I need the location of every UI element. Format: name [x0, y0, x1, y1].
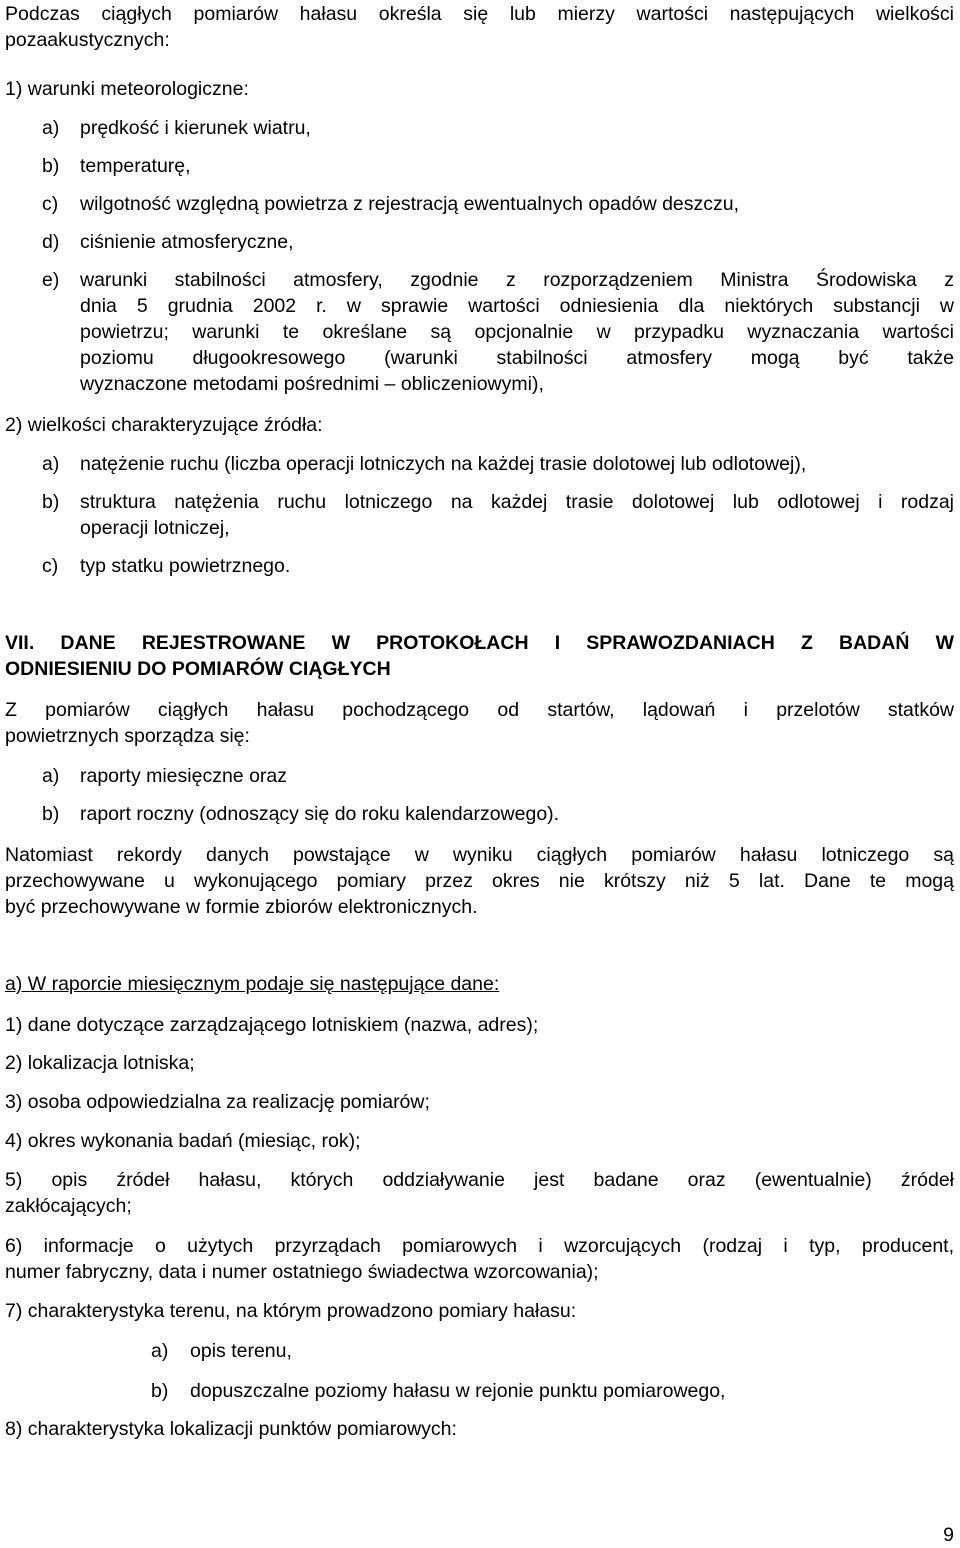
list-item-text: ciśnienie atmosferyczne,: [80, 231, 294, 253]
page-number: 9: [943, 1524, 954, 1546]
list-item-label: b): [42, 491, 60, 513]
intro-line-1: Podczas ciągłych pomiarów hałasu określa się lub mierzy wartości następujących wielkości: [5, 3, 954, 25]
list-item-line: struktura natężenia ruchu lotniczego na każdej trasie dolotowej lub odlotowej i rodzaj: [80, 491, 954, 513]
subsection-title: a) W raporcie miesięcznym podaje się następujące dane:: [5, 973, 500, 995]
list-item-label: b): [151, 1380, 169, 1402]
list-item-label: c): [42, 193, 59, 215]
paragraph-line: Natomiast rekordy danych powstające w wyniku ciągłych pomiarów hałasu lotniczego są: [5, 844, 954, 866]
paragraph-line: powietrznych sporządza się:: [5, 725, 250, 747]
intro-line-2: pozaakustycznych:: [5, 29, 170, 51]
list-item-label: a): [42, 765, 60, 787]
list-item-label: a): [42, 117, 60, 139]
list-item-line: numer fabryczny, data i numer ostatniego świadectwa wzorcowania);: [5, 1261, 599, 1283]
list-item-line: wyznaczone metodami pośrednimi – obliczeniowymi),: [80, 373, 544, 395]
list-item-label: a): [42, 453, 60, 475]
section-2-title: 2) wielkości charakteryzujące źródła:: [5, 414, 323, 436]
list-item-line: powietrzu; warunki te określane są opcjonalnie w przypadku wyznaczania wartości: [80, 321, 954, 343]
list-item-text: raport roczny (odnoszący się do roku kalendarzowego).: [80, 803, 560, 825]
list-item-text: prędkość i kierunek wiatru,: [80, 117, 311, 139]
list-item-label: d): [42, 231, 60, 253]
list-item-label: e): [42, 269, 60, 291]
section-heading-line-1: VII. DANE REJESTROWANE W PROTOKOŁACH I SPRAWOZDANIACH Z BADAŃ W: [5, 632, 954, 654]
list-item-text: opis terenu,: [190, 1340, 292, 1362]
list-item: 1) dane dotyczące zarządzającego lotniskiem (nazwa, adres);: [5, 1014, 539, 1036]
list-item-text: typ statku powietrznego.: [80, 555, 291, 577]
list-item-line: dnia 5 grudnia 2002 r. w sprawie wartości odniesienia dla niektórych substancji w: [80, 295, 954, 317]
list-item-text: wilgotność względną powietrza z rejestracją ewentualnych opadów deszczu,: [80, 193, 740, 215]
paragraph-line: być przechowywane w formie zbiorów elektronicznych.: [5, 896, 478, 918]
paragraph-line: Z pomiarów ciągłych hałasu pochodzącego od startów, lądowań i przelotów statków: [5, 699, 954, 721]
list-item-text: temperaturę,: [80, 155, 191, 177]
list-item-text: raporty miesięczne oraz: [80, 765, 287, 787]
list-item: 4) okres wykonania badań (miesiąc, rok);: [5, 1130, 361, 1152]
list-item-label: b): [42, 155, 60, 177]
list-item-text: natężenie ruchu (liczba operacji lotniczych na każdej trasie dolotowej lub odlotowej),: [80, 453, 807, 475]
list-item: 3) osoba odpowiedzialna za realizację pomiarów;: [5, 1091, 430, 1113]
list-item: 8) charakterystyka lokalizacji punktów pomiarowych:: [5, 1418, 457, 1440]
list-item-line: operacji lotniczej,: [80, 517, 230, 539]
list-item: 7) charakterystyka terenu, na którym prowadzono pomiary hałasu:: [5, 1300, 577, 1322]
paragraph-line: przechowywane u wykonującego pomiary przez okres nie krótszy niż 5 lat. Dane te mogą: [5, 870, 954, 892]
section-heading-line-2: ODNIESIENIU DO POMIARÓW CIĄGŁYCH: [5, 658, 391, 680]
list-item-line: warunki stabilności atmosfery, zgodnie z rozporządzeniem Ministra Środowiska z: [80, 269, 954, 291]
list-item: [0, 489, 960, 541]
list-item-label: a): [151, 1340, 169, 1362]
section-1-title: 1) warunki meteorologiczne:: [5, 78, 249, 100]
list-item-label: b): [42, 803, 60, 825]
list-item-line: 6) informacje o użytych przyrządach pomiarowych i wzorcujących (rodzaj i typ, producent,: [5, 1235, 954, 1257]
list-item-line: poziomu długookresowego (warunki stabilności atmosfery mogą być także: [80, 347, 954, 369]
list-item-text: dopuszczalne poziomy hałasu w rejonie punktu pomiarowego,: [190, 1380, 726, 1402]
list-item: 2) lokalizacja lotniska;: [5, 1052, 195, 1074]
list-item: [0, 267, 960, 397]
list-item-label: c): [42, 555, 59, 577]
list-item-line: 5) opis źródeł hałasu, których oddziaływanie jest badane oraz (ewentualnie) źródeł: [5, 1169, 954, 1191]
list-item-line: zakłócających;: [5, 1195, 132, 1217]
